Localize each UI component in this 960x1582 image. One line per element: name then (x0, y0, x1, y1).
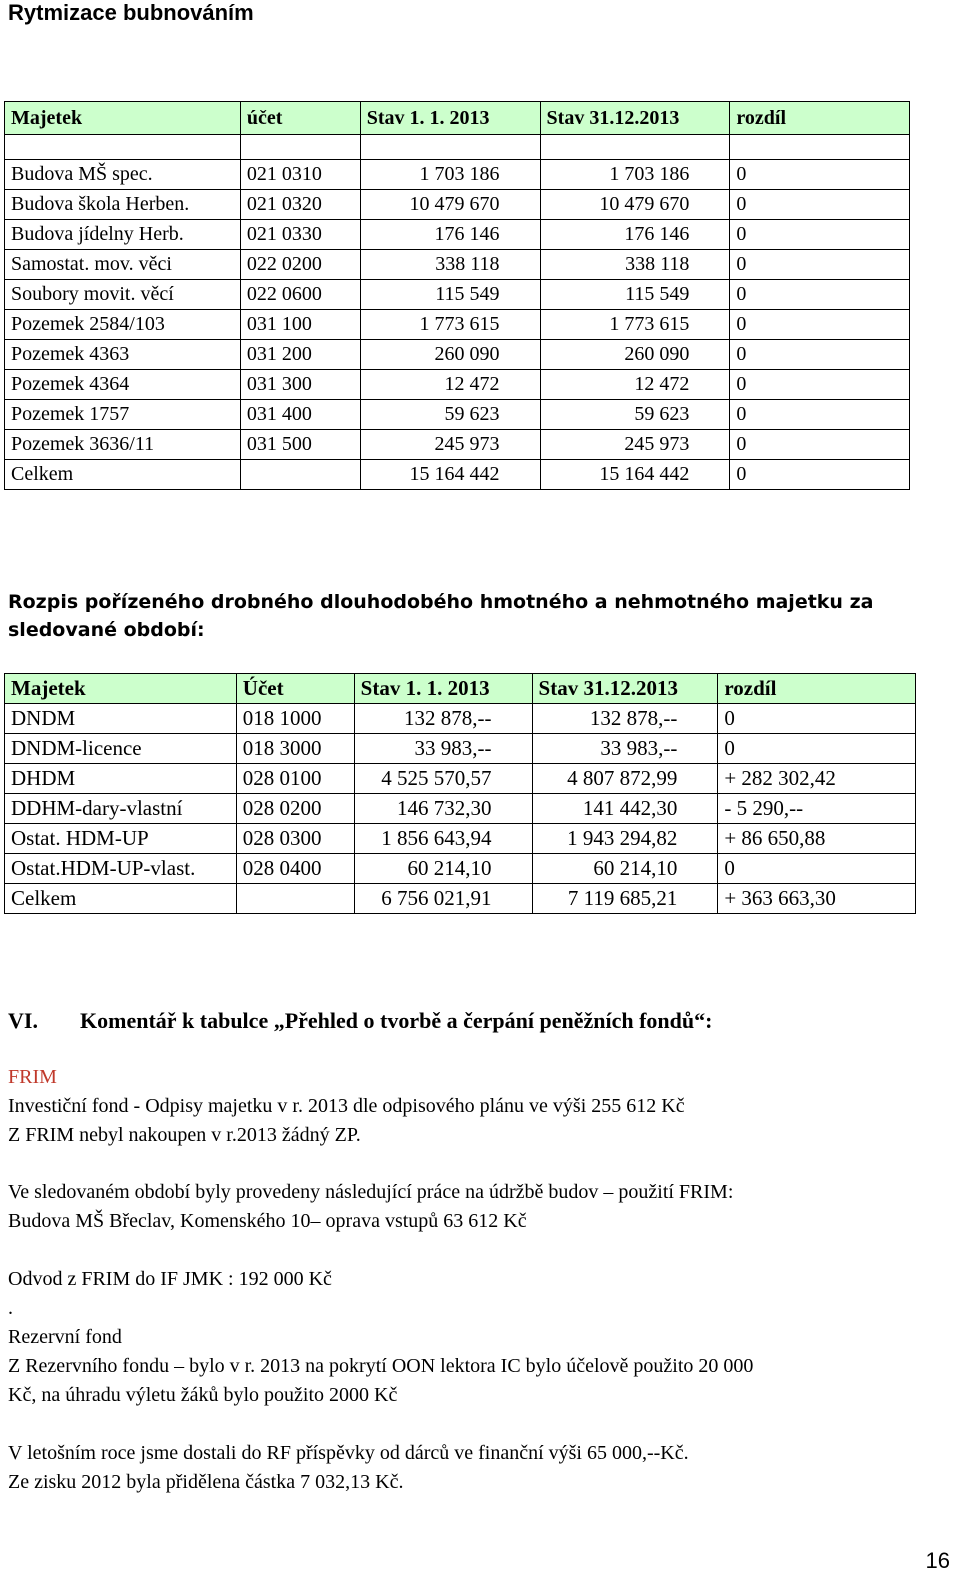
table-row (5, 460, 910, 490)
table-cell: 1 773 615 (360, 310, 540, 340)
paragraph-line: V letošním roce jsme dostali do RF příspěvky od dárců ve finanční výši 65 000,--Kč. (8, 1442, 689, 1464)
reserve-fund-label: Rezervní fond (8, 1326, 122, 1348)
table-row (5, 370, 910, 400)
header-cell: Majetek (5, 674, 237, 704)
table-row (5, 250, 910, 280)
section-title: Komentář k tabulce „Přehled o tvorbě a čerpání peněžních fondů“: (80, 1008, 713, 1033)
table-cell: 1 703 186 (540, 160, 730, 190)
table-cell: - 5 290,-- (718, 794, 916, 824)
table-cell: 60 214,10 (532, 854, 718, 884)
table-cell: 176 146 (540, 220, 730, 250)
table-row (5, 854, 916, 884)
table-cell: 12 472 (360, 370, 540, 400)
table-cell: 146 732,30 (354, 794, 532, 824)
table-cell: 031 100 (240, 310, 360, 340)
header-cell: Majetek (5, 102, 241, 135)
table-cell: 028 0200 (236, 794, 354, 824)
table-cell: Celkem (5, 460, 241, 490)
table-cell: 022 0600 (240, 280, 360, 310)
table-cell: 132 878,-- (532, 704, 718, 734)
header-cell: Stav 31.12.2013 (532, 674, 718, 704)
table-cell: Samostat. mov. věci (5, 250, 241, 280)
header-cell: účet (240, 102, 360, 135)
table-cell: 10 479 670 (360, 190, 540, 220)
table-cell: 0 (718, 854, 916, 884)
paragraph-line: Odvod z FRIM do IF JMK : 192 000 Kč (8, 1268, 332, 1290)
table-cell: 0 (730, 190, 910, 220)
table-cell: Soubory movit. věcí (5, 280, 241, 310)
table-cell: DNDM (5, 704, 237, 734)
table-cell: 0 (730, 160, 910, 190)
paragraph-line: . (8, 1297, 13, 1319)
table-row (5, 794, 916, 824)
table-cell: 0 (718, 704, 916, 734)
table-row (5, 340, 910, 370)
table-cell: 132 878,-- (354, 704, 532, 734)
table-cell: 031 300 (240, 370, 360, 400)
table-cell: 33 983,-- (354, 734, 532, 764)
table-cell: 245 973 (360, 430, 540, 460)
table-cell: Budova jídelny Herb. (5, 220, 241, 250)
table-cell: 028 0300 (236, 824, 354, 854)
paragraph-line: Z FRIM nebyl nakoupen v r.2013 žádný ZP. (8, 1124, 361, 1146)
table-cell: 338 118 (360, 250, 540, 280)
table-cell: + 282 302,42 (718, 764, 916, 794)
table-cell: 245 973 (540, 430, 730, 460)
table-cell: 031 400 (240, 400, 360, 430)
table-cell: 021 0320 (240, 190, 360, 220)
frim-label: FRIM (8, 1066, 57, 1088)
table-cell: Budova škola Herben. (5, 190, 241, 220)
table-row (5, 824, 916, 854)
table-cell: 028 0100 (236, 764, 354, 794)
table-cell: 12 472 (540, 370, 730, 400)
paragraph-line: Budova MŠ Břeclav, Komenského 10– oprava vstupů 63 612 Kč (8, 1210, 527, 1232)
assets-table (4, 101, 910, 490)
table-cell: DHDM (5, 764, 237, 794)
paragraph-line: Kč, na úhradu výletu žáků bylo použito 2000 Kč (8, 1384, 398, 1406)
table-cell: 338 118 (540, 250, 730, 280)
table-cell: 33 983,-- (532, 734, 718, 764)
table-cell: Celkem (5, 884, 237, 914)
table-cell: 115 549 (360, 280, 540, 310)
table-cell: Pozemek 2584/103 (5, 310, 241, 340)
table-cell: 0 (730, 430, 910, 460)
table-cell: 0 (730, 370, 910, 400)
table-cell: 0 (730, 220, 910, 250)
table-cell: 176 146 (360, 220, 540, 250)
paragraph-line: Investiční fond - Odpisy majetku v r. 2013 dle odpisového plánu ve výši 255 612 Kč (8, 1095, 685, 1117)
page-title: Rytmizace bubnováním (8, 0, 254, 25)
table-row (5, 310, 910, 340)
table-row (5, 430, 910, 460)
table-cell: 021 0330 (240, 220, 360, 250)
table-cell: 60 214,10 (354, 854, 532, 884)
table-row (5, 734, 916, 764)
table-cell: 4 807 872,99 (532, 764, 718, 794)
table-row (5, 280, 910, 310)
header-cell: Účet (236, 674, 354, 704)
table-cell: 10 479 670 (540, 190, 730, 220)
small-assets-table (4, 673, 916, 914)
section-heading: Rozpis pořízeného drobného dlouhodobého hmotného a nehmotného majetku za sledované období: (8, 591, 874, 641)
table-cell: Pozemek 1757 (5, 400, 241, 430)
table-row (5, 704, 916, 734)
paragraph-line: Ze zisku 2012 byla přidělena částka 7 032,13 Kč. (8, 1471, 404, 1493)
table-cell: 7 119 685,21 (532, 884, 718, 914)
paragraph-line: Z Rezervního fondu – bylo v r. 2013 na pokrytí OON lektora IC bylo účelově použito 20 000 (8, 1355, 754, 1377)
table-cell: 031 200 (240, 340, 360, 370)
table-header-row (5, 674, 916, 704)
table-cell: Budova MŠ spec. (5, 160, 241, 190)
table-row (5, 400, 910, 430)
table-cell (240, 460, 360, 490)
table-row (5, 160, 910, 190)
table-row (5, 884, 916, 914)
table-cell: 1 943 294,82 (532, 824, 718, 854)
table-row (5, 220, 910, 250)
table-cell: 031 500 (240, 430, 360, 460)
table-cell: 018 1000 (236, 704, 354, 734)
table-cell: 0 (730, 400, 910, 430)
paragraph-line: Ve sledovaném období byly provedeny následující práce na údržbě budov – použití FRIM: (8, 1181, 734, 1203)
table-header-row (5, 102, 910, 135)
table-cell: 260 090 (540, 340, 730, 370)
table-cell: 0 (730, 250, 910, 280)
table-cell: + 86 650,88 (718, 824, 916, 854)
header-cell: Stav 31.12.2013 (540, 102, 730, 135)
table-cell: DDHM-dary-vlastní (5, 794, 237, 824)
table-cell: 1 856 643,94 (354, 824, 532, 854)
section-vi-heading (8, 1008, 712, 1034)
table-cell: DNDM-licence (5, 734, 237, 764)
table-row (5, 764, 916, 794)
table-cell: 028 0400 (236, 854, 354, 884)
table-cell: 018 3000 (236, 734, 354, 764)
table-cell: Pozemek 4363 (5, 340, 241, 370)
table-cell: 021 0310 (240, 160, 360, 190)
table-cell: 0 (730, 460, 910, 490)
table-cell (236, 884, 354, 914)
table-cell: 0 (718, 734, 916, 764)
table-cell: 141 442,30 (532, 794, 718, 824)
section-number: VI. (8, 1008, 38, 1033)
table-cell: 6 756 021,91 (354, 884, 532, 914)
table-cell: 0 (730, 340, 910, 370)
table-cell: Pozemek 4364 (5, 370, 241, 400)
table-cell: + 363 663,30 (718, 884, 916, 914)
table-cell: Ostat. HDM-UP (5, 824, 237, 854)
table-cell: Pozemek 3636/11 (5, 430, 241, 460)
table-cell: 1 703 186 (360, 160, 540, 190)
table-cell: 0 (730, 280, 910, 310)
table-cell: 15 164 442 (540, 460, 730, 490)
header-cell: rozdíl (718, 674, 916, 704)
table-row (5, 190, 910, 220)
spacer-row (5, 135, 910, 160)
table-cell: Ostat.HDM-UP-vlast. (5, 854, 237, 884)
table-cell: 260 090 (360, 340, 540, 370)
header-cell: Stav 1. 1. 2013 (354, 674, 532, 704)
table-cell: 59 623 (360, 400, 540, 430)
table-cell: 1 773 615 (540, 310, 730, 340)
header-cell: Stav 1. 1. 2013 (360, 102, 540, 135)
header-cell: rozdíl (730, 102, 910, 135)
table-cell: 022 0200 (240, 250, 360, 280)
table-cell: 59 623 (540, 400, 730, 430)
table-cell: 0 (730, 310, 910, 340)
table-cell: 15 164 442 (360, 460, 540, 490)
table-cell: 115 549 (540, 280, 730, 310)
page-number: 16 (925, 1548, 950, 1573)
table-cell: 4 525 570,57 (354, 764, 532, 794)
